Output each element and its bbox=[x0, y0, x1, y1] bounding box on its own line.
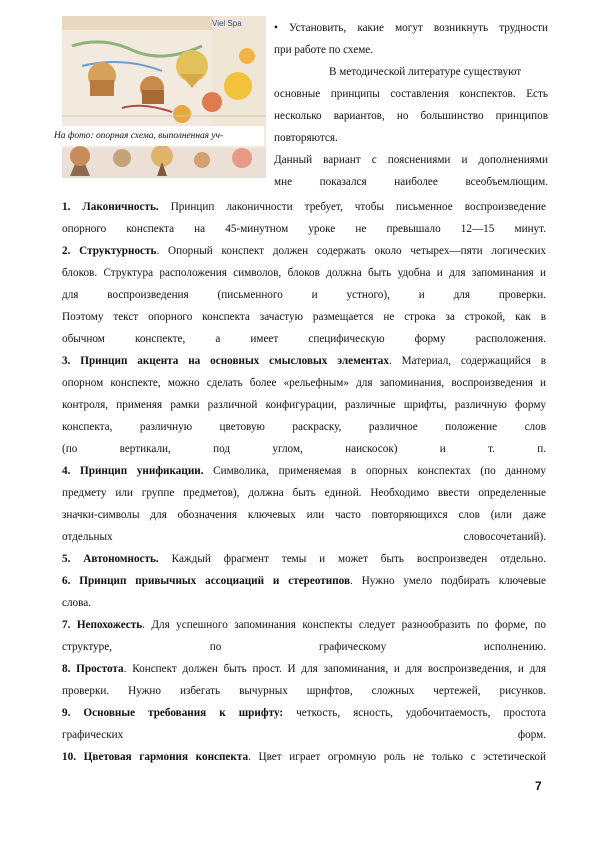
item-3-text: . Материал, содержащийся в bbox=[388, 355, 546, 367]
item-2-text: . Опорный конспект должен содержать около четырех—пяти логических bbox=[156, 245, 546, 257]
item-2-line-4: Поэтому текст опорного конспекта зачастую размещается не строка за строкой, как в bbox=[62, 311, 546, 323]
item-10-line-1 bbox=[62, 746, 546, 768]
item-2-title: 2. Структурность bbox=[62, 245, 157, 257]
item-3-title: 3. Принцип акцента на основных смысловых элементах bbox=[62, 355, 389, 367]
item-8-line-2: проверки. Нужно избегать вычурных шрифтов, сложных чертежей, рисунков. bbox=[62, 685, 546, 697]
para1-line-2: основные принципы составления конспектов. Есть bbox=[274, 88, 548, 100]
item-3-line-3: контроля, применяя рамки различной конфигурации, различные шрифты, различную форму bbox=[62, 399, 546, 411]
item-7-title: 7. Непохожесть bbox=[62, 619, 143, 631]
item-3-line-1 bbox=[62, 350, 546, 372]
page-number: 7 bbox=[535, 779, 542, 793]
para2-line-1: Данный вариант с пояснениями и дополнениями bbox=[274, 154, 548, 166]
item-7-line-2: структуре, по графическому исполнению. bbox=[62, 641, 546, 653]
item-4-line-4: отдельных словосочетаний). bbox=[62, 531, 546, 543]
item-7-line-1 bbox=[62, 614, 546, 636]
item-3-line-4: конспекта, различную цветовую раскраску, различное положение слов bbox=[62, 421, 546, 433]
item-4-line-1 bbox=[62, 460, 546, 482]
item-1-number: 1. bbox=[62, 201, 71, 213]
item-9-title: 9. Основные требования к шрифту: bbox=[62, 707, 284, 719]
para2-line-2: мне показался наиболее всеобъемлющим. bbox=[274, 176, 548, 188]
item-6-text: . Нужно умело подбирать ключевые bbox=[350, 575, 546, 587]
item-6-title: 6. Принцип привычных ассоциаций и стереотипов bbox=[62, 575, 351, 587]
item-9-text: четкость, ясность, удобочитаемость, простота bbox=[283, 707, 546, 719]
photo-label: Viel Spa bbox=[212, 19, 242, 28]
item-10-title: 10. Цветовая гармония конспекта bbox=[62, 751, 249, 763]
photo-caption: На фото: опорная схема, выполненная уч- bbox=[50, 126, 264, 146]
item-4-line-3: значки-символы для обозначения ключевых или часто повторяющихся слов (или даже bbox=[62, 509, 546, 521]
item-2-line-2: блоков. Структура расположения символов, блоков должна быть удобна и для запоминания и bbox=[62, 267, 546, 279]
item-9-line-2: графических форм. bbox=[62, 729, 546, 741]
para1-line-3: несколько вариантов, но большинство принципов bbox=[274, 110, 548, 122]
item-5-line-1 bbox=[62, 548, 546, 570]
item-1-line-1 bbox=[62, 196, 546, 218]
item-1-title: Лаконичность. bbox=[82, 201, 159, 213]
para1-line-4: повторяются. bbox=[274, 132, 338, 144]
para1-line-1: В методической литературе существуют bbox=[329, 66, 522, 78]
item-3-line-5: (по вертикали, под углом, наискосок) и т. п. bbox=[62, 443, 546, 455]
item-6-line-1 bbox=[62, 570, 546, 592]
item-2-line-3: для воспроизведения (письменного и устного), и для проверки. bbox=[62, 289, 546, 301]
item-7-text: . Для успешного запоминания конспекты следует разнообразить по форме, по bbox=[142, 619, 546, 631]
item-8-text: . Конспект должен быть прост. И для запоминания, и для воспроизведения, и для bbox=[123, 663, 546, 675]
bullet-line-1: • Установить, какие могут возникнуть трудности bbox=[274, 22, 548, 34]
right-column bbox=[274, 17, 548, 193]
bullet-line-2: при работе по схеме. bbox=[274, 44, 374, 56]
item-2-line-1 bbox=[62, 240, 546, 262]
item-8-line-1 bbox=[62, 658, 546, 680]
item-1-line-2: опорного конспекта на 45-минутном уроке не превышало 12—15 минут. bbox=[62, 223, 546, 235]
item-3-line-2: опорном конспекте, можно сделать более «рельефным» для запоминания, воспроизведения и bbox=[62, 377, 546, 389]
poster-photo-image bbox=[62, 16, 266, 178]
item-1-text: Принцип лаконичности требует, чтобы письменное воспроизведение bbox=[170, 201, 546, 213]
item-10-text: . Цвет играет огромную роль не только с эстетической bbox=[248, 751, 546, 763]
poster-photo bbox=[62, 16, 266, 178]
item-5-text: Каждый фрагмент темы и может быть воспроизведен отдельно. bbox=[158, 553, 546, 565]
item-6-line-2: слова. bbox=[62, 597, 92, 609]
item-4-line-2: предмету или группе предметов), должна быть единой. Необходимо ввести определенные bbox=[62, 487, 546, 499]
item-9-line-1 bbox=[62, 702, 546, 724]
principles-list bbox=[62, 196, 546, 768]
item-4-text: Символика, применяемая в опорных конспектах (по данному bbox=[203, 465, 546, 477]
item-8-title: 8. Простота bbox=[62, 663, 124, 675]
item-4-title: 4. Принцип унификации. bbox=[62, 465, 204, 477]
item-5-title: 5. Автономность. bbox=[62, 553, 159, 565]
item-2-line-5: обычном конспекте, а имеет специфическую форму расположения. bbox=[62, 333, 546, 345]
